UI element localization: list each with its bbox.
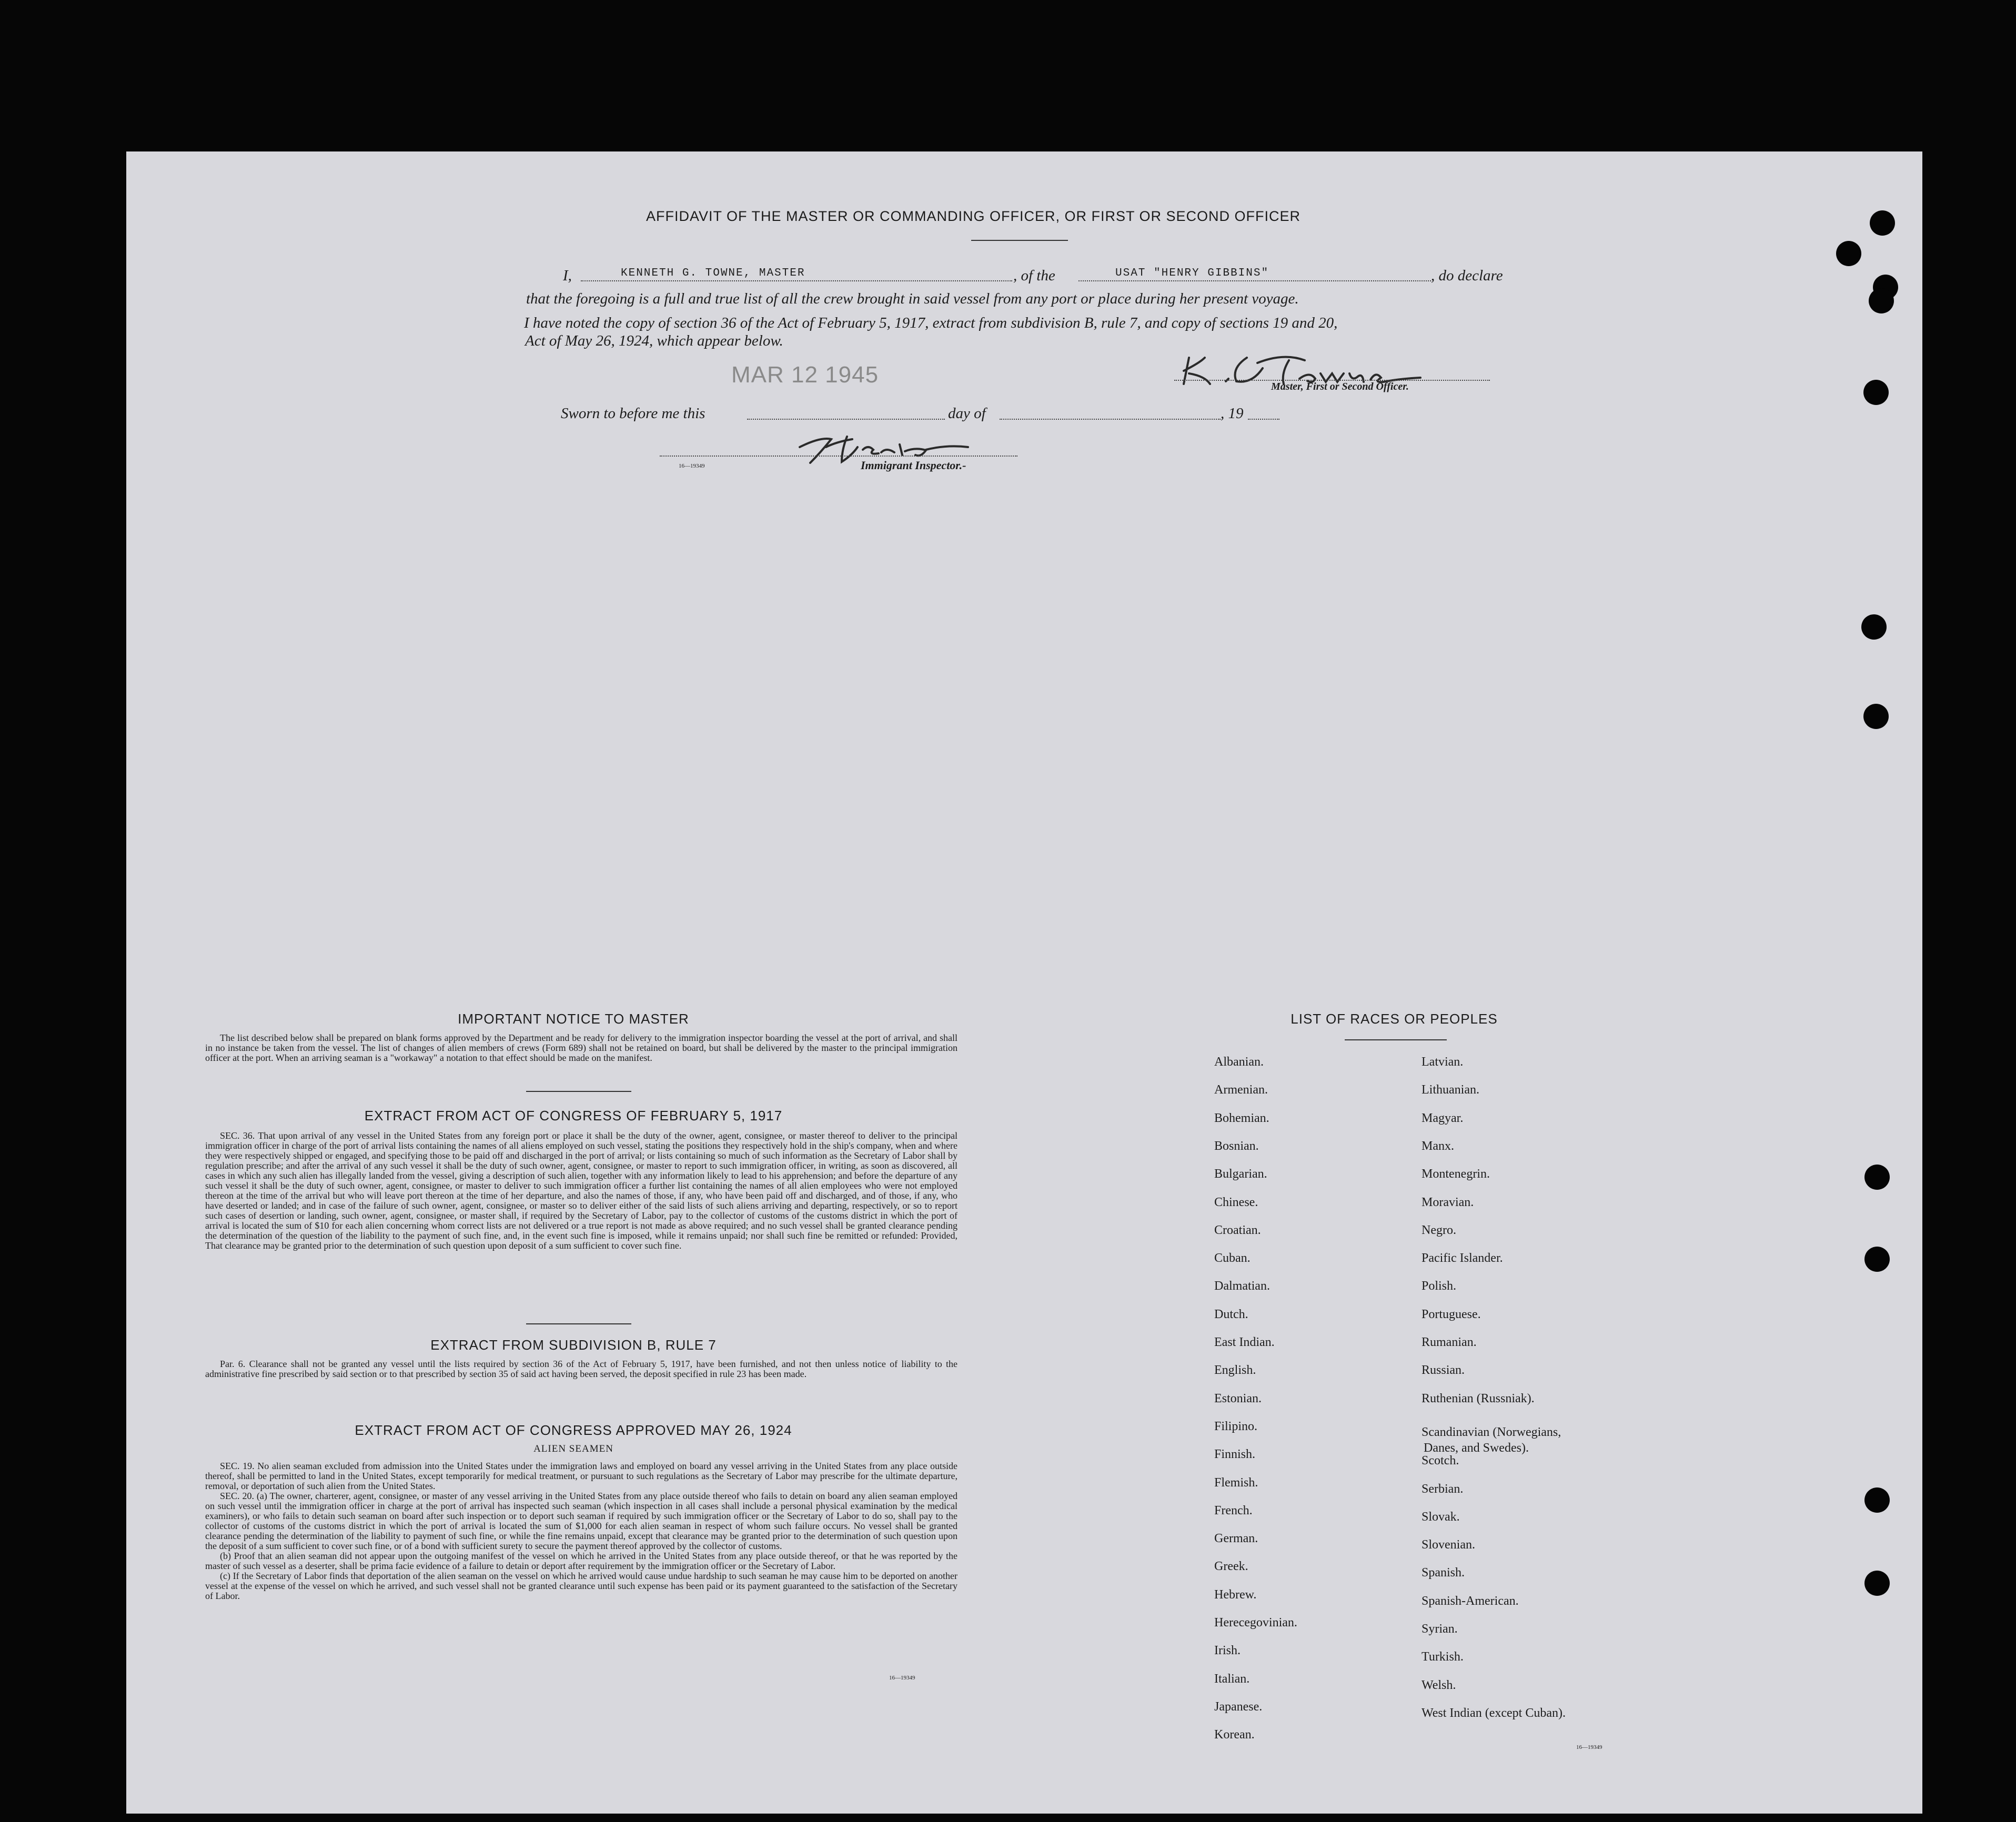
extract1-title: EXTRACT FROM ACT OF CONGRESS OF FEBRUARY 5, 1917 [364, 1108, 783, 1123]
race-item: Danes, and Swedes). [1424, 1441, 1529, 1455]
race-item: Albanian. [1214, 1055, 1264, 1069]
master-name-field: KENNETH G. TOWNE, MASTER [621, 267, 805, 279]
race-item: Slovak. [1422, 1510, 1460, 1524]
extract1-text [205, 1131, 957, 1251]
race-item: Korean. [1214, 1728, 1255, 1742]
race-item: Armenian. [1214, 1083, 1268, 1097]
race-item: Finnish. [1214, 1448, 1256, 1462]
inspector-line [660, 456, 1017, 457]
divider [526, 1323, 631, 1324]
race-item: Ruthenian (Russniak). [1422, 1391, 1535, 1405]
race-item: English. [1214, 1363, 1256, 1378]
alien-seamen-subtitle: ALIEN SEAMEN [533, 1443, 613, 1454]
day-of-label: day of [948, 405, 986, 422]
year-label: , 19 [1221, 405, 1244, 422]
punch-hole [1869, 288, 1894, 313]
race-item: Magyar. [1422, 1111, 1464, 1125]
declaration-line-3: I have noted the copy of section 36 of the Act of February 5, 1917, extract from subdivision B, rule 7, and copy of sections 19 and 20, [524, 315, 1338, 331]
race-item: Polish. [1422, 1279, 1457, 1293]
do-declare-label: , do declare [1431, 267, 1503, 284]
punch-hole [1864, 1487, 1890, 1513]
race-item: Latvian. [1422, 1055, 1464, 1069]
races-title: LIST OF RACES OR PEOPLES [1291, 1011, 1498, 1027]
notice-text [205, 1033, 957, 1063]
extract2-title: EXTRACT FROM SUBDIVISION B, RULE 7 [430, 1337, 717, 1353]
punch-hole [1864, 1165, 1890, 1190]
vessel-name-field: USAT "HENRY GIBBINS" [1115, 267, 1269, 279]
form-number-notice: 16—19349 [889, 1675, 915, 1681]
race-item: Herecegovinian. [1214, 1616, 1297, 1629]
race-item: Scandinavian (Norwegians, [1422, 1425, 1561, 1439]
declaration-line-4: Act of May 26, 1924, which appear below. [525, 332, 783, 349]
race-item: Pacific Islander. [1422, 1251, 1503, 1266]
race-item: Portuguese. [1422, 1307, 1481, 1321]
inspector-label: Immigrant Inspector.- [861, 459, 966, 472]
race-item: Chinese. [1214, 1195, 1258, 1209]
race-item: Russian. [1422, 1363, 1465, 1378]
race-item: Welsh. [1422, 1678, 1456, 1692]
rule-7-paragraph: Par. 6. Clearance shall not be granted any vessel until the lists required by section 36 of the Act of February 5, 1917, have been furnished, and not then unless notice of liability to the administrative fine prescribed by said section or to that prescribed by section 35 of said act having been served, the deposit specified in rule 23 has been made. [205, 1359, 957, 1379]
section-20b-paragraph: (b) Proof that an alien seaman did not appear upon the outgoing manifest of the vessel on which he arrived in the United States from any place outside thereof, or that he was reported by the master of such vessel as a deserter, shall be prima facie evidence of a failure to detain or deport after requirement by the immigration officer or the Secretary of Labor. [205, 1551, 957, 1571]
section-20a-paragraph: SEC. 20. (a) The owner, charterer, agent, consignee, or master of any vessel arriving in the United States from any place outside thereof who fails to detain on board any alien seaman employed on such vessel until the immigration officer in charge at the port of arrival has inspected such seaman (which inspection in all cases shall include a personal physical examination by the medical examiners), or who fails to detain such seaman on board after such inspection or to deport such seaman if required by such immigration officer or the Secretary of Labor to do so, shall pay to the collector of customs of the customs district in which the port of arrival is located the sum of $1,000 for each alien seaman in respect of whom such failure occurs. No vessel shall be granted clearance pending the determination of the liability to payment of such fine, or while the fine remains unpaid, except that clearance may be granted prior to the determination of such question upon the deposit of a sum sufficient to cover such fine, or of a bond with sufficient surety to secure the payment thereof approved by the collector of customs. [205, 1491, 957, 1551]
race-item: Negro. [1422, 1223, 1456, 1237]
notice-title: IMPORTANT NOTICE TO MASTER [458, 1011, 689, 1027]
sworn-label: Sworn to before me this [561, 405, 705, 422]
name-field-line [581, 280, 1012, 281]
race-item: Scotch. [1422, 1454, 1459, 1468]
race-item: Slovenian. [1422, 1538, 1475, 1552]
divider [1345, 1039, 1447, 1040]
race-item: Lithuanian. [1422, 1083, 1479, 1097]
race-item: Syrian. [1422, 1622, 1458, 1636]
punch-hole [1861, 614, 1887, 640]
extract2-text [205, 1359, 957, 1379]
race-item: Hebrew. [1214, 1587, 1257, 1602]
race-item: Cuban. [1214, 1251, 1251, 1266]
race-item: Spanish. [1422, 1566, 1465, 1580]
race-item: Estonian. [1214, 1391, 1262, 1405]
race-item: Bohemian. [1214, 1111, 1269, 1125]
race-item: West Indian (except Cuban). [1422, 1706, 1566, 1720]
race-item: Rumanian. [1422, 1335, 1477, 1349]
notice-paragraph: The list described below shall be prepared on blank forms approved by the Department and be ready for delivery to the immigration inspector boarding the vessel at the port of arrival, and shall in no instance be taken from the vessel. The list of changes of alien members of crews (Form 689) shall not be retained on board, but shall be delivered by the master to the principal immigration officer at the port. When an arriving seaman is a "workaway" a notation to that effect should be made on the manifest. [205, 1033, 957, 1063]
punch-hole [1863, 704, 1889, 729]
race-item: Dalmatian. [1214, 1279, 1270, 1293]
race-item: Spanish-American. [1422, 1594, 1519, 1608]
affidavit-title: AFFIDAVIT OF THE MASTER OR COMMANDING OFFICER, OR FIRST OR SECOND OFFICER [646, 208, 1301, 224]
race-item: Montenegrin. [1422, 1167, 1490, 1181]
extract3-title: EXTRACT FROM ACT OF CONGRESS APPROVED MAY 26, 1924 [355, 1422, 792, 1438]
sworn-day-line [747, 419, 945, 420]
race-item: Manx. [1422, 1139, 1454, 1153]
race-item: Italian. [1214, 1672, 1250, 1686]
race-item: Bulgarian. [1214, 1167, 1267, 1181]
sworn-year-line [1248, 419, 1279, 420]
punch-hole [1836, 241, 1861, 266]
form-number-top: 16—19349 [679, 463, 705, 469]
punch-hole [1864, 1571, 1890, 1596]
race-item: Dutch. [1214, 1307, 1248, 1321]
section-20c-paragraph: (c) If the Secretary of Labor finds that deportation of the alien seaman on the vessel on which he arrived would cause undue hardship to such seaman he may cause him to be deported on another vessel at the expense of the vessel on which he arrived, and such vessel shall not be granted clearance until such expense has been paid or its payment guaranteed to the satisfaction of the Secretary of Labor. [205, 1571, 957, 1601]
race-item: Moravian. [1422, 1195, 1474, 1209]
race-item: Turkish. [1422, 1650, 1464, 1664]
divider [971, 240, 1068, 241]
race-item: Bosnian. [1214, 1139, 1259, 1153]
race-item: Serbian. [1422, 1482, 1464, 1496]
section-19-paragraph: SEC. 19. No alien seaman excluded from admission into the United States under the immigration laws and employed on board any vessel arriving in the United States from any place outside thereof, shall be permitted to land in the United States, except temporarily for medical treatment, or pursuant to such regulations as the Secretary of Labor may prescribe for the ultimate departure, removal, or deportation of such alien from the United States. [205, 1461, 957, 1491]
form-number-races: 16—19349 [1576, 1744, 1602, 1750]
section-36-paragraph: SEC. 36. That upon arrival of any vessel in the United States from any foreign port or place it shall be the duty of the owner, agent, consignee, or master thereof to deliver to the principal immigration officer in charge of the port of arrival lists containing the names of all aliens employed on such vessel, stating the positions they respectively hold in the ship's company, when and where they were respectively shipped or engaged, and specifying those to be paid off and discharged in the port of arrival; or lists containing so much of such information as the Secretary of Labor shall by regulation prescribe; and after the arrival of any such vessel it shall be the duty of such owner, agent, consignee, or master to report to such immigration officer, in writing, as soon as discovered, all cases in which any such alien has illegally landed from the vessel, giving a description of such alien, together with any information likely to lead to his apprehension; and before the departure of any such vessel it shall be the duty of such owner, agent, consignee, or master to deliver to such immigration officer a further list containing the names of all alien employees who were not employed thereon at the time of the arrival but who will leave port thereon at the time of her departure, and also the names of those, if any, who have been paid off and discharged, and of those, if any, who have deserted or landed; and in case of the failure of such owner, agent, consignee, or master so to deliver either of the said lists of such aliens arriving and departing, respectively, or so to report such cases of desertion or landing, such owner, agent, consignee, or master shall, if required by the Secretary of Labor, pay to the collector of customs of the customs district in which the port of arrival is located the sum of $10 for each alien concerning whom correct lists are not delivered or a true report is not made as above required; and no such vessel shall be granted clearance pending the determination of the question of the liability to the payment of such fine, and, in the event such fine is imposed, while it remains unpaid; nor shall such fine be remitted or refunded: Provided, That clearance may be granted prior to the determination of such question upon deposit of a sum sufficient to cover such fine. [205, 1130, 957, 1251]
race-item: East Indian. [1214, 1335, 1275, 1349]
race-item: Greek. [1214, 1560, 1248, 1574]
race-item: Japanese. [1214, 1699, 1263, 1714]
race-item: Irish. [1214, 1644, 1241, 1658]
race-item: German. [1214, 1532, 1258, 1546]
race-item: French. [1214, 1503, 1253, 1517]
race-item: Filipino. [1214, 1419, 1258, 1433]
punch-hole [1864, 1247, 1890, 1272]
of-the-label: , of the [1013, 267, 1055, 284]
date-stamp: MAR 12 1945 [731, 362, 879, 388]
extract3-text [205, 1461, 957, 1601]
declaration-line-2: that the foregoing is a full and true list of all the crew brought in said vessel from any port or place during her present voyage. [526, 290, 1299, 307]
vessel-field-line [1078, 280, 1431, 281]
race-item: Croatian. [1214, 1223, 1261, 1237]
declaration-i: I, [563, 267, 572, 284]
sworn-month-line [1000, 419, 1221, 420]
signer-title-label: Master, First or Second Officer. [1271, 381, 1409, 392]
punch-hole [1870, 210, 1895, 236]
divider [526, 1091, 631, 1092]
race-item: Flemish. [1214, 1475, 1258, 1490]
punch-hole [1863, 380, 1889, 405]
